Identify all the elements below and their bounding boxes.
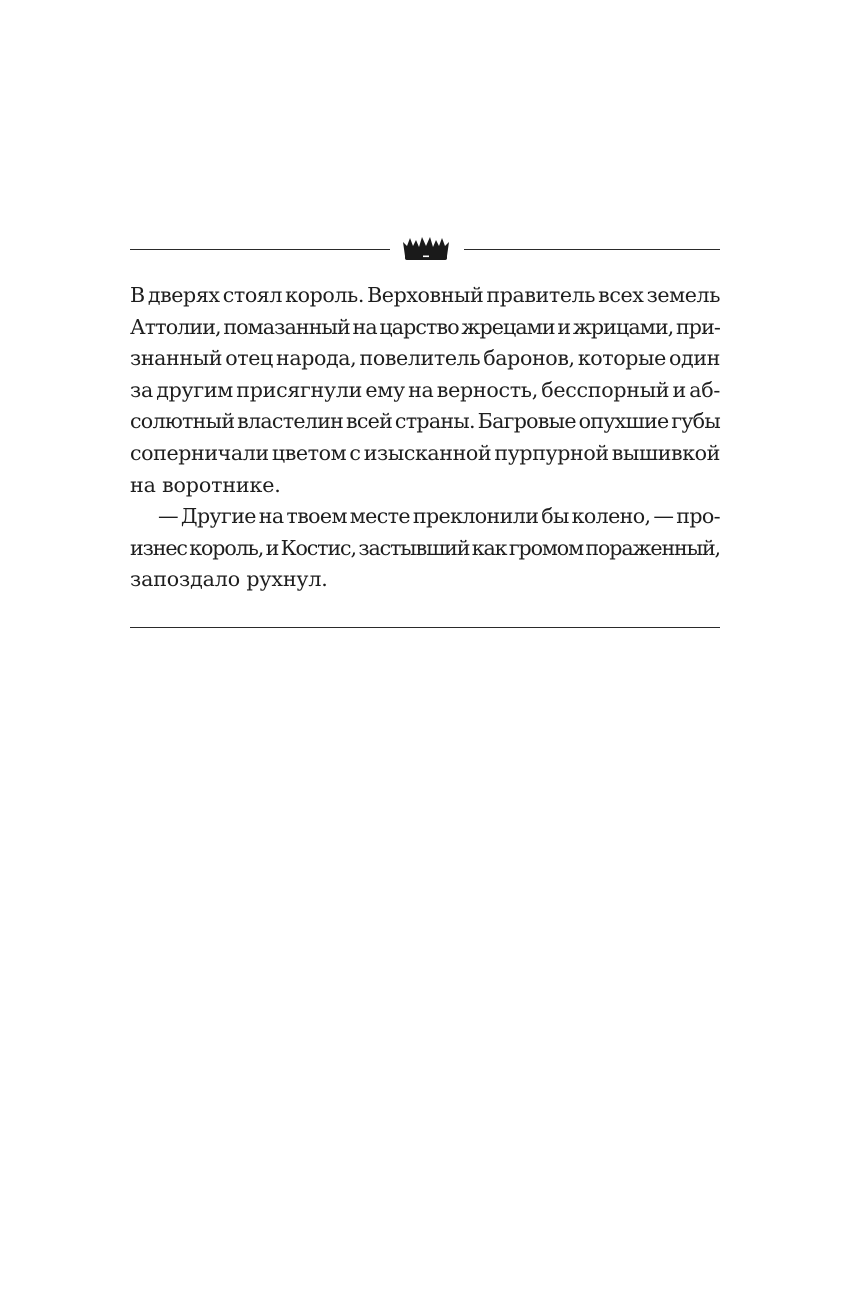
- paragraph-1: [130, 280, 720, 501]
- text-line: за другим присягнули ему на верность, бесспорный и аб-: [130, 377, 720, 402]
- text-line: Аттолии, помазанный на царство жрецами и жрицами, при-: [130, 314, 720, 339]
- text-line: В дверях стоял король. Верховный правитель всех земель: [130, 283, 720, 307]
- text-line: на воротнике.: [130, 472, 281, 497]
- body-text: [130, 280, 720, 596]
- text-line: соперничали цветом с изысканной пурпурной вышивкой: [130, 440, 720, 465]
- text-line: изнес король, и Костис, застывший как громом пораженный,: [130, 535, 720, 560]
- paragraph-2: [130, 501, 720, 596]
- ornament-rule-right: [464, 249, 720, 250]
- text-line: — Другие на твоем месте преклонили бы колено, — про-: [158, 504, 720, 529]
- text-line: запоздало рухнул.: [130, 567, 328, 592]
- chapter-ornament: [130, 234, 720, 264]
- text-line: солютный властелин всей страны. Багровые опухшие губы: [130, 409, 720, 434]
- ornament-rule-left: [130, 249, 390, 250]
- crown-icon: [402, 234, 450, 262]
- section-end-rule: [130, 627, 720, 628]
- text-line: знанный отец народа, повелитель баронов, которые один: [130, 346, 720, 371]
